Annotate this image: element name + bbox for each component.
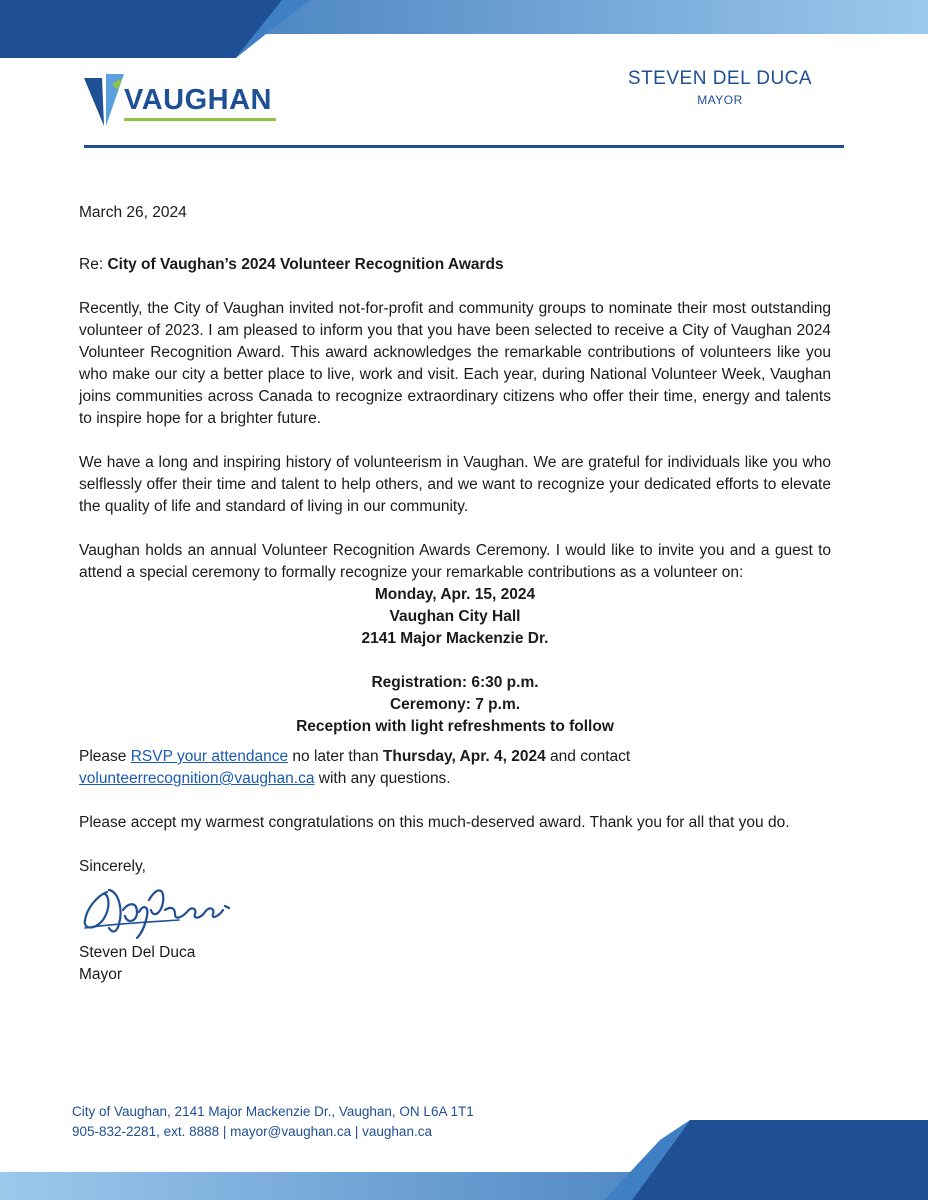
- event-date: Monday, Apr. 15, 2024: [374, 586, 536, 603]
- vaughan-logo: [82, 70, 282, 130]
- bottom-decorative-band: [0, 1120, 928, 1200]
- rsvp-deadline: Thursday, Apr. 4, 2024: [382, 748, 546, 765]
- signer-name: Steven Del Duca: [79, 944, 196, 961]
- letter-body: [79, 202, 831, 986]
- rsvp-link[interactable]: RSVP your attendance: [130, 748, 289, 765]
- paragraph-1: Recently, the City of Vaughan invited not-for-profit and community groups to nominate their most outstanding volunteer of 2023. I am pleased to inform you that you have been selected to receive a City of Vaughan 2024 Volunteer Recognition Award. This award acknowledges the remarkable contributions of volunteers like you who make our city a better place to live, work and visit. Each year, during National Volunteer Week, Vaughan joins communities across Canada to recognize extraordinary citizens who offer their time, energy and talents to inspire hope for a brighter future.: [79, 300, 831, 427]
- top-decorative-band: [0, 0, 928, 70]
- letter-date: March 26, 2024: [79, 204, 187, 221]
- rsvp-paragraph: Please RSVP your attendance no later than Thursday, Apr. 4, 2024 and contact volunteerrecognition@vaughan.ca with any questions.: [79, 748, 631, 787]
- event-ceremony: Ceremony: 7 p.m.: [389, 696, 521, 713]
- mayor-header: [620, 68, 820, 107]
- closing-paragraph: Please accept my warmest congratulations on this much-deserved award. Thank you for all that you do.: [79, 814, 790, 831]
- handwritten-signature: [79, 880, 831, 942]
- event-venue: Vaughan City Hall: [389, 608, 521, 625]
- subject-text: City of Vaughan’s 2024 Volunteer Recognition Awards: [107, 256, 504, 273]
- sign-off: Sincerely,: [79, 858, 146, 875]
- mayor-name: STEVEN DEL DUCA: [627, 68, 813, 89]
- letter-subject: [79, 254, 831, 276]
- logo-wordmark: VAUGHAN: [124, 84, 272, 116]
- logo-underline: [124, 118, 276, 121]
- vaughan-emblem-icon: [82, 70, 126, 130]
- event-details: [79, 584, 831, 738]
- header-divider: [84, 145, 844, 148]
- contact-email-link[interactable]: volunteerrecognition@vaughan.ca: [79, 770, 315, 787]
- footer-address: City of Vaughan, 2141 Major Mackenzie Dr., Vaughan, ON L6A 1T1: [72, 1104, 474, 1119]
- subject-prefix: Re:: [79, 256, 108, 273]
- paragraph-2: We have a long and inspiring history of volunteerism in Vaughan. We are grateful for individuals like you who selflessly offer their time and talent to help others, and we want to recognize your dedicated efforts to elevate the quality of life and standard of living in our community.: [79, 454, 831, 515]
- footer-contact: 905-832-2281, ext. 8888 | mayor@vaughan.ca | vaughan.ca: [72, 1124, 432, 1139]
- event-registration: Registration: 6:30 p.m.: [371, 674, 539, 691]
- paragraph-3: Vaughan holds an annual Volunteer Recognition Awards Ceremony. I would like to invite you and a guest to attend a special ceremony to formally recognize your remarkable contributions as a volunteer on:: [79, 542, 831, 581]
- signer-title: Mayor: [79, 966, 123, 983]
- event-address: 2141 Major Mackenzie Dr.: [361, 630, 549, 647]
- mayor-title: MAYOR: [697, 93, 743, 107]
- event-reception: Reception with light refreshments to follow: [296, 718, 614, 735]
